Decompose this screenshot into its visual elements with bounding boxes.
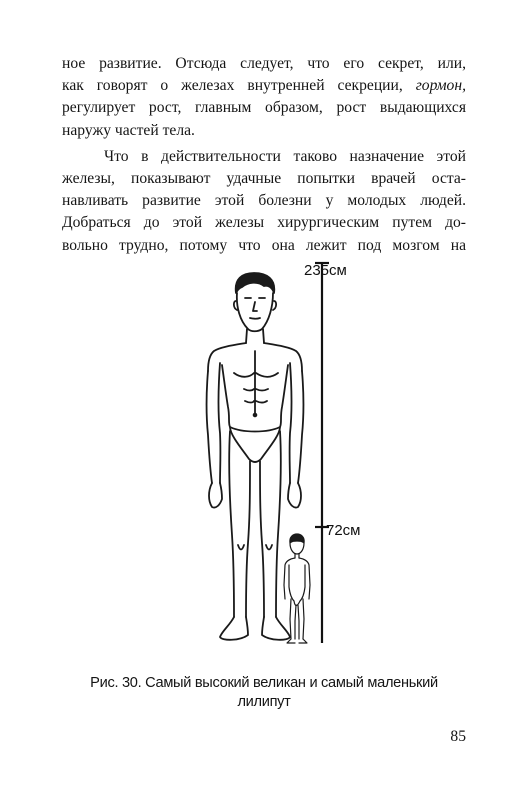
emphasis-term: гормон,: [415, 77, 466, 95]
text-line: Что в действительности таково назначение этой: [104, 147, 466, 165]
text-line: [62, 75, 466, 97]
text-line: наружу частей тела.: [62, 121, 195, 139]
page-number: 85: [450, 728, 466, 745]
tall-height-label: 235см: [304, 262, 347, 279]
text-line: Добраться до этой железы хирургическим путем до-: [62, 214, 466, 232]
text-line-part: как говорят о железах внутренней секреции,: [62, 77, 416, 95]
figure-caption: [62, 674, 466, 712]
text-line: вольно трудно, потому что она лежит под мозгом на: [62, 236, 466, 254]
figure-illustration: [150, 255, 410, 655]
height-comparison-drawing: [150, 255, 410, 655]
text-line: ное развитие. Отсюда следует, что его секрет, или,: [62, 55, 466, 72]
dwarf-figure: [284, 534, 310, 643]
body-text: [62, 53, 466, 257]
text-line: регулирует рост, главным образом, рост выдающихся: [62, 99, 466, 117]
caption-line: лилипут: [237, 694, 291, 710]
short-height-label: 72см: [326, 522, 361, 539]
height-scale: [315, 263, 329, 643]
text-line: навливать развитие этой болезни у молодых людей.: [62, 192, 466, 210]
caption-line: Рис. 30. Самый высокий великан и самый маленький: [90, 675, 438, 691]
text-line: железы, показывают удачные попытки врачей оста-: [62, 170, 466, 188]
